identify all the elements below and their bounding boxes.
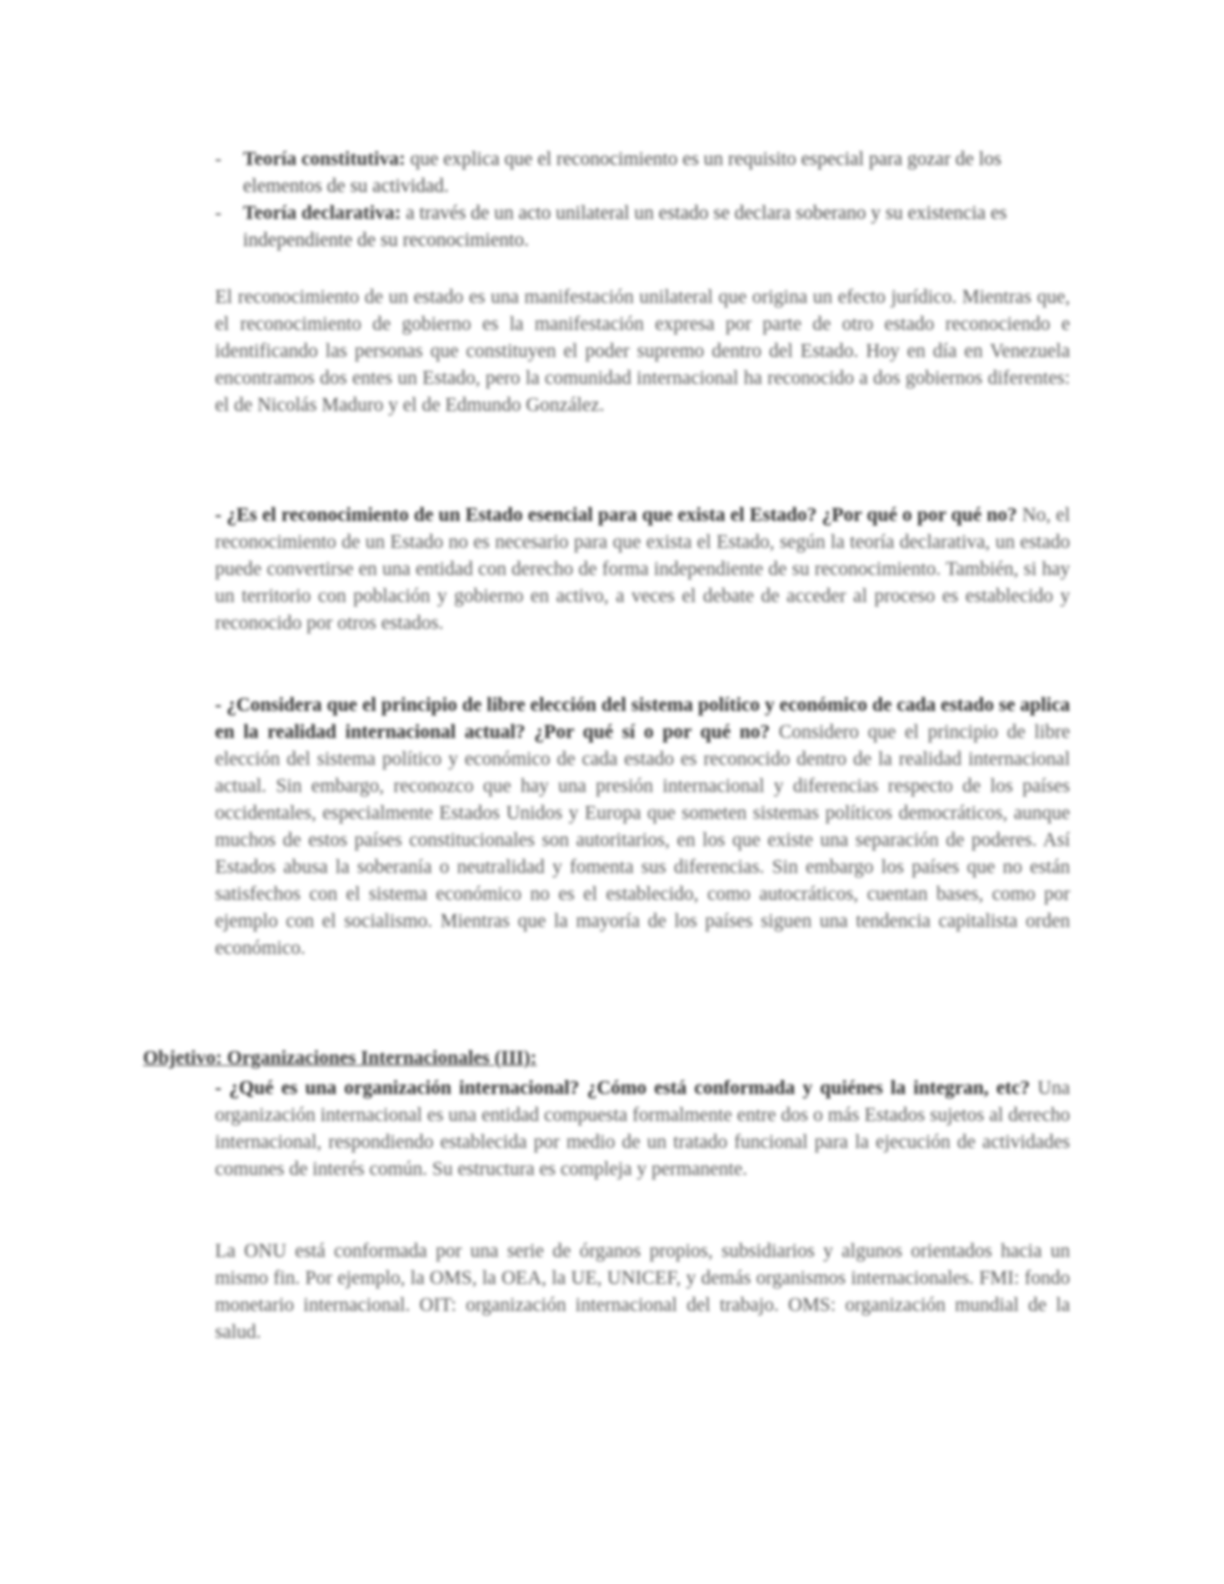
bullet-item-constitutive-theory [215,146,1070,200]
paragraph-text: La ONU está conformada por una serie de órganos propios, subsidiarios y algunos orientados hacia un mismo fin. Por ejemplo, la OMS, la OEA, la UE, UNICEF, y demás organismos internacionales. FMI: fondo monetario internacional. OIT: organización internacional del trabajo. OMS: organización mundial de la salud. [215,1241,1070,1343]
bullet-text: que explica que el reconocimiento es un requisito especial para gozar de los elementos de su actividad. [243,149,1002,197]
paragraph-recognition [215,284,1070,419]
paragraph-question-free-choice [215,692,1070,962]
theory-bullet-list [215,146,1070,254]
paragraph-text: El reconocimiento de un estado es una manifestación unilateral que origina un efecto jurídico. Mientras que, el reconocimiento de gobierno es la manifestación expresa por parte de otro estado reconociendo e identificando las personas que constituyen el poder supremo dentro del Estado. Hoy en día en Venezuela encontramos dos entes un Estado, pero la comunidad internacional ha reconocido a dos gobiernos diferentes: el de Nicolás Maduro y el de Edmundo González. [215,287,1070,416]
bullet-mark: - [215,149,222,170]
bullet-text: a través de un acto unilateral un estado se declara soberano y su existencia es independiente de su reconocimiento. [243,203,1007,251]
section-heading: Objetivo: Organizaciones Internacionales (III): [143,1048,537,1069]
bullet-term: Teoría declarativa: [243,203,401,224]
bullet-item-declarative-theory [215,200,1070,254]
paragraph-question-recognition [215,502,1070,637]
paragraph-question-organization [215,1075,1070,1183]
paragraph-lead: - ¿Considera que el principio de libre elección del sistema político y económico de cada estado se aplica en la realidad internacional actual? ¿Por qué sí o por qué no? [215,695,1070,743]
paragraph-text: Considero que el principio de libre elección del sistema político y económico de cada estado es reconocido dentro de la realidad internacional actual. Sin embargo, reconozco que hay una presión internacional y diferencias respecto de los países occidentales, especialmente Estados Unidos y Europa que someten sistemas políticos democráticos, aunque muchos de estos países constitucionales son autoritarios, en los que existe una separación de poderes. Así Estados abusa la soberanía o neutralidad y fomenta sus diferencias. Sin embargo los países que no están satisfechos con el sistema económico no es el establecido, como autocráticos, cuentan bases, como por ejemplo con el socialismo. Mientras que la mayoría de los países siguen una tendencia capitalista orden económico. [215,722,1070,959]
paragraph-lead: - ¿Qué es una organización internacional? ¿Cómo está conformada y quiénes la integran, etc? [215,1078,1030,1099]
bullet-term: Teoría constitutiva: [243,149,406,170]
bullet-mark: - [215,203,222,224]
paragraph-text: Una organización internacional es una entidad compuesta formalmente entre dos o más Estados sujetos al derecho internacional, respondiendo establecida por medio de un tratado funcional para la ejecución de actividades comunes de interés común. Su estructura es compleja y permanente. [215,1078,1070,1180]
paragraph-lead: - ¿Es el reconocimiento de un Estado esencial para que exista el Estado? ¿Por qué o por qué no? [215,505,1017,526]
paragraph-text: No, el reconocimiento de un Estado no es necesario para que exista el Estado, según la teoría declarativa, un estado puede convertirse en una entidad con derecho de forma independiente de su reconocimiento. También, si hay un territorio con población y gobierno en activo, a veces el debate de acceder al proceso es establecido y reconocido por otros estados. [215,505,1071,634]
paragraph-un-organs [215,1238,1070,1346]
